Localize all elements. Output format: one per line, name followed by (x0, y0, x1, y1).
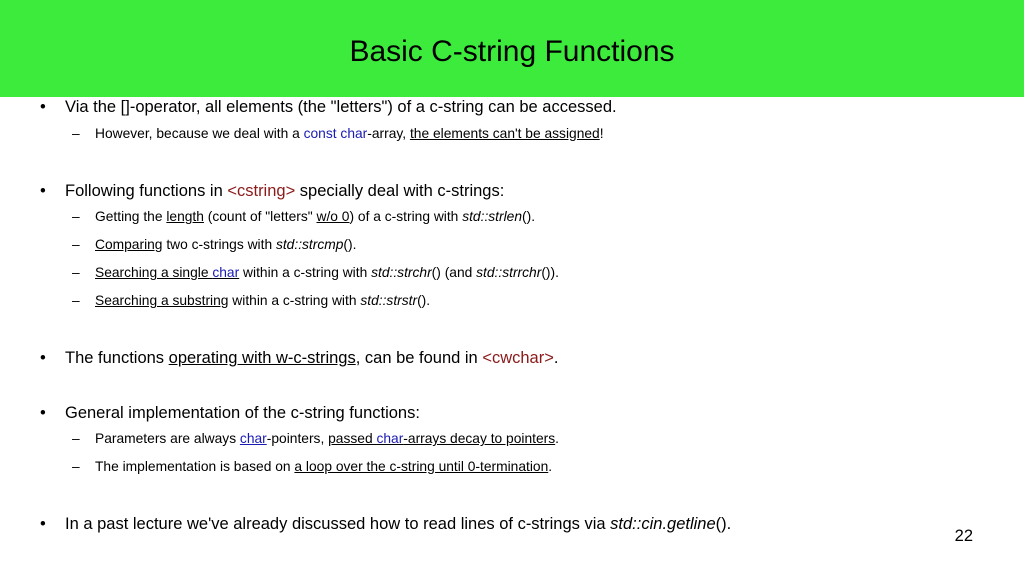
function-name: std::strstr (360, 293, 418, 308)
sub-bullet-text (95, 430, 559, 448)
text-run: within a c-string with (228, 293, 361, 308)
bullet-dot: • (40, 404, 46, 422)
function-name: std::strlen (462, 209, 523, 224)
underlined-text (328, 431, 555, 446)
underlined-text: Searching a substring (95, 293, 229, 308)
bullet-dot: • (40, 182, 46, 200)
text-run: two c-strings with (162, 237, 276, 252)
text-run: (count of "letters" (203, 209, 317, 224)
text-run: -array, (367, 126, 410, 141)
sub-bullet-dash: – (72, 431, 80, 446)
text-run: () (and (431, 265, 477, 280)
function-name: std::strcmp (275, 237, 344, 252)
code-keyword: char (212, 265, 240, 280)
text-run: Searching a single (95, 265, 213, 280)
sub-bullet-text (95, 264, 559, 282)
bullet-text (65, 348, 558, 368)
text-run: , can be found in (355, 349, 483, 367)
text-run: (). (715, 515, 732, 533)
underlined-text: length (166, 209, 204, 224)
sub-bullet-text (95, 292, 430, 310)
text-run: -arrays decay to pointers (403, 431, 556, 446)
text-run: The functions (65, 349, 169, 367)
function-name: std::cin.getline (610, 515, 716, 533)
text-run: General implementation of the c-string functions: (65, 404, 420, 422)
code-keyword: char (239, 431, 267, 446)
text-run: -pointers, (266, 431, 329, 446)
sub-bullet-text (95, 208, 535, 226)
text-run: ) of a c-string with (349, 209, 463, 224)
page-number: 22 (954, 527, 973, 545)
bullet-dot: • (40, 349, 46, 367)
underlined-text: w/o 0 (316, 209, 350, 224)
text-run: within a c-string with (239, 265, 372, 280)
sub-bullet-dash: – (72, 293, 80, 308)
function-name: std::strrchr (476, 265, 542, 280)
text-run: (). (417, 293, 431, 308)
underlined-text: the elements can't be assigned (409, 126, 600, 141)
bullet-text (65, 514, 731, 534)
bullet-dot: • (40, 98, 46, 116)
bullet-text (65, 97, 617, 117)
sub-bullet-dash: – (72, 126, 80, 141)
text-run: However, because we deal with a (95, 126, 304, 141)
bullet-dot: • (40, 515, 46, 533)
bullet-text (65, 181, 504, 201)
header-name: <cstring> (227, 182, 296, 200)
text-run: passed (328, 431, 377, 446)
text-run: The implementation is based on (95, 459, 295, 474)
text-run: (). (343, 237, 357, 252)
underlined-text: operating with w-c-strings (168, 349, 356, 367)
text-run: specially deal with c-strings: (295, 182, 505, 200)
code-keyword: const char (303, 126, 368, 141)
text-run: . (555, 431, 559, 446)
text-run: ()). (541, 265, 559, 280)
sub-bullet-text (95, 458, 552, 476)
underlined-text: Comparing (95, 237, 163, 252)
code-keyword: char (376, 431, 404, 446)
underlined-text: a loop over the c-string until 0-termination (294, 459, 549, 474)
text-run: In a past lecture we've already discussed how to read lines of c-strings via (65, 515, 611, 533)
function-name: std::strchr (371, 265, 432, 280)
sub-bullet-dash: – (72, 265, 80, 280)
underlined-text (95, 265, 239, 280)
sub-bullet-dash: – (72, 209, 80, 224)
text-run: Via the []-operator, all elements (the "letters") of a c-string can be accessed. (65, 98, 617, 116)
slide-title: Basic C-string Functions (349, 35, 675, 68)
text-run: Following functions in (65, 182, 228, 200)
text-run: (). (522, 209, 536, 224)
sub-bullet-dash: – (72, 459, 80, 474)
sub-bullet-dash: – (72, 237, 80, 252)
text-run: Getting the (95, 209, 167, 224)
bullet-text (65, 403, 420, 423)
text-run: . (548, 459, 553, 474)
sub-bullet-text (95, 236, 356, 254)
header-name: <cwchar> (482, 349, 554, 367)
text-run: ! (599, 126, 604, 141)
text-run: Parameters are always (95, 431, 240, 446)
text-run: . (553, 349, 559, 367)
sub-bullet-text (95, 125, 604, 143)
